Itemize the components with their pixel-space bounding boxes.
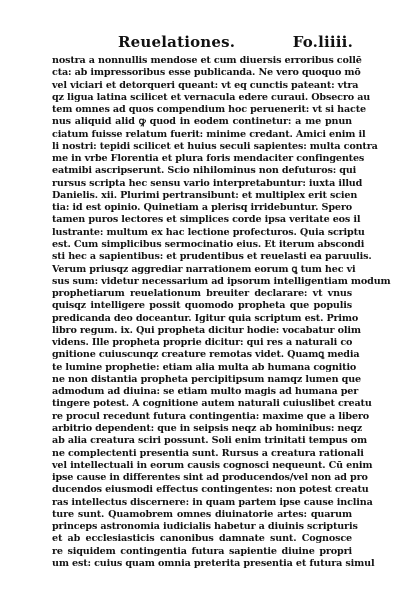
folio-number: Fo.liiii.	[292, 33, 353, 51]
text-line: ciatum fuisse relatum fuerit: minime credant. Amici enim il	[52, 128, 366, 140]
text-line: vel viciari et detorqueri queant: vt eq cunctis pateant: vtra	[52, 79, 359, 91]
text-line: te lumine prophetie: etiam alia multa ab humana cognitio	[52, 361, 357, 373]
text-line: predicanda deo doceantur. Igitur quia scriptum est. Primo	[52, 312, 359, 324]
text-line: princeps astronomia iudicialis habetur a diuinis scripturis	[52, 521, 358, 533]
text-line: et ab ecclesiasticis canonibus damnate sunt. Cognosce	[52, 533, 352, 545]
text-line: videns. Ille propheta proprie dicitur: qui res a naturali co	[52, 337, 353, 349]
running-head: Reuelationes.	[118, 33, 236, 51]
text-line: tingere potest. A cognitione autem naturali cuiuslibet creatu	[52, 398, 372, 410]
text-line: um est: cuius quam omnia preterita presentia et futura simul	[52, 557, 375, 569]
text-line: quisqz intelligere possit quomodo propheta que populis	[52, 300, 352, 312]
text-line: ne non distantia propheta percipitipsum namqz lumen que	[52, 373, 361, 385]
text-line: eatmibi ascripserunt. Scio nihilominus non defuturos: qui	[52, 165, 357, 177]
text-line: arbitrio dependent: que in seipsis neqz ab hominibus: neqz	[52, 422, 363, 434]
text-line: sti hec a sapientibus: et prudentibus et reuelasti ea paruulis.	[52, 251, 372, 263]
text-line: vel intellectuali in eorum causis cognosci nequeunt. Cū enim	[52, 459, 373, 471]
text-line: gnitione cuiuscunqz creature remotas videt. Quamꝗ media	[52, 349, 360, 361]
text-line: tamen puros lectores et simplices corde ipsa veritate eos il	[52, 214, 361, 226]
text-line: Verum priusqz aggrediar narrationem eorum ꝗ tum hec vi	[52, 263, 356, 275]
text-line: me in vrbe Florentia et plura foris mendaciter confingentes	[52, 153, 365, 165]
text-line: qz ligua latina scilicet et vernacula edere curaui. Obsecro au	[52, 91, 371, 103]
text-line: libro regum. ix. Qui propheta dicitur hodie: vocabatur olim	[52, 324, 361, 336]
page-header	[118, 33, 353, 55]
text-line: tia: id est opinio. Quinetiam a plerisq irridebuntur. Spero	[52, 202, 352, 214]
text-line: sus sum: videtur necessarium ad ipsorum intelligentiam modum	[52, 275, 391, 287]
text-line: nus aliquid alid ꝙ quod in eodem continetur: a me pnun	[52, 116, 352, 128]
text-line: tem omnes ad quos compendium hoc peruenerit: vt si hacte	[52, 104, 366, 116]
text-line: Danielis. xii. Plurimi pertransibunt: et multiplex erit scien	[52, 189, 358, 201]
text-line: ipse cause in differentes sint ad producendos/vel non ad pro	[52, 472, 368, 484]
text-line: li nostri: tepidi scilicet et huius seculi sapientes: multa contra	[52, 140, 378, 152]
text-line: cta: ab impressoribus esse publicanda. Ne vero quoquo mō	[52, 67, 361, 79]
text-line: ab alia creatura sciri possunt. Soli enim trinitati tempus om	[52, 435, 367, 447]
text-line: est. Cum simplicibus sermocinatio eius. Et iterum abscondi	[52, 238, 365, 250]
text-line: re siquidem contingentia futura sapientie diuine propri	[52, 545, 352, 557]
text-line: nostra a nonnullis mendose et cum diuersis erroribus collē	[52, 55, 362, 66]
text-line: prophetiarum reuelationum breuiter declarare: vt vnus	[52, 288, 352, 300]
text-line: rursus scripta hec sensu vario interpretabuntur: iuxta illud	[52, 177, 363, 189]
text-line: ras intellectus discernere: in quam partem ipse cause inclina	[52, 496, 373, 508]
text-line: admodum ad diuina: se etiam multo magis ad humana per	[52, 386, 359, 398]
text-line: re procul recedunt futura contingentia: maxime que a libero	[52, 410, 370, 422]
text-line: ne complectenti presentia sunt. Rursus a creatura rationali	[52, 447, 364, 459]
text-line: ture sunt. Quamobrem omnes diuinatorie artes: quarum	[52, 508, 352, 520]
text-line: lustrante: multum ex hac lectione profecturos. Quia scriptu	[52, 226, 365, 238]
text-line: ducendos eiusmodi effectus contingentes: non potest creatu	[52, 484, 369, 496]
body-text	[52, 55, 391, 570]
